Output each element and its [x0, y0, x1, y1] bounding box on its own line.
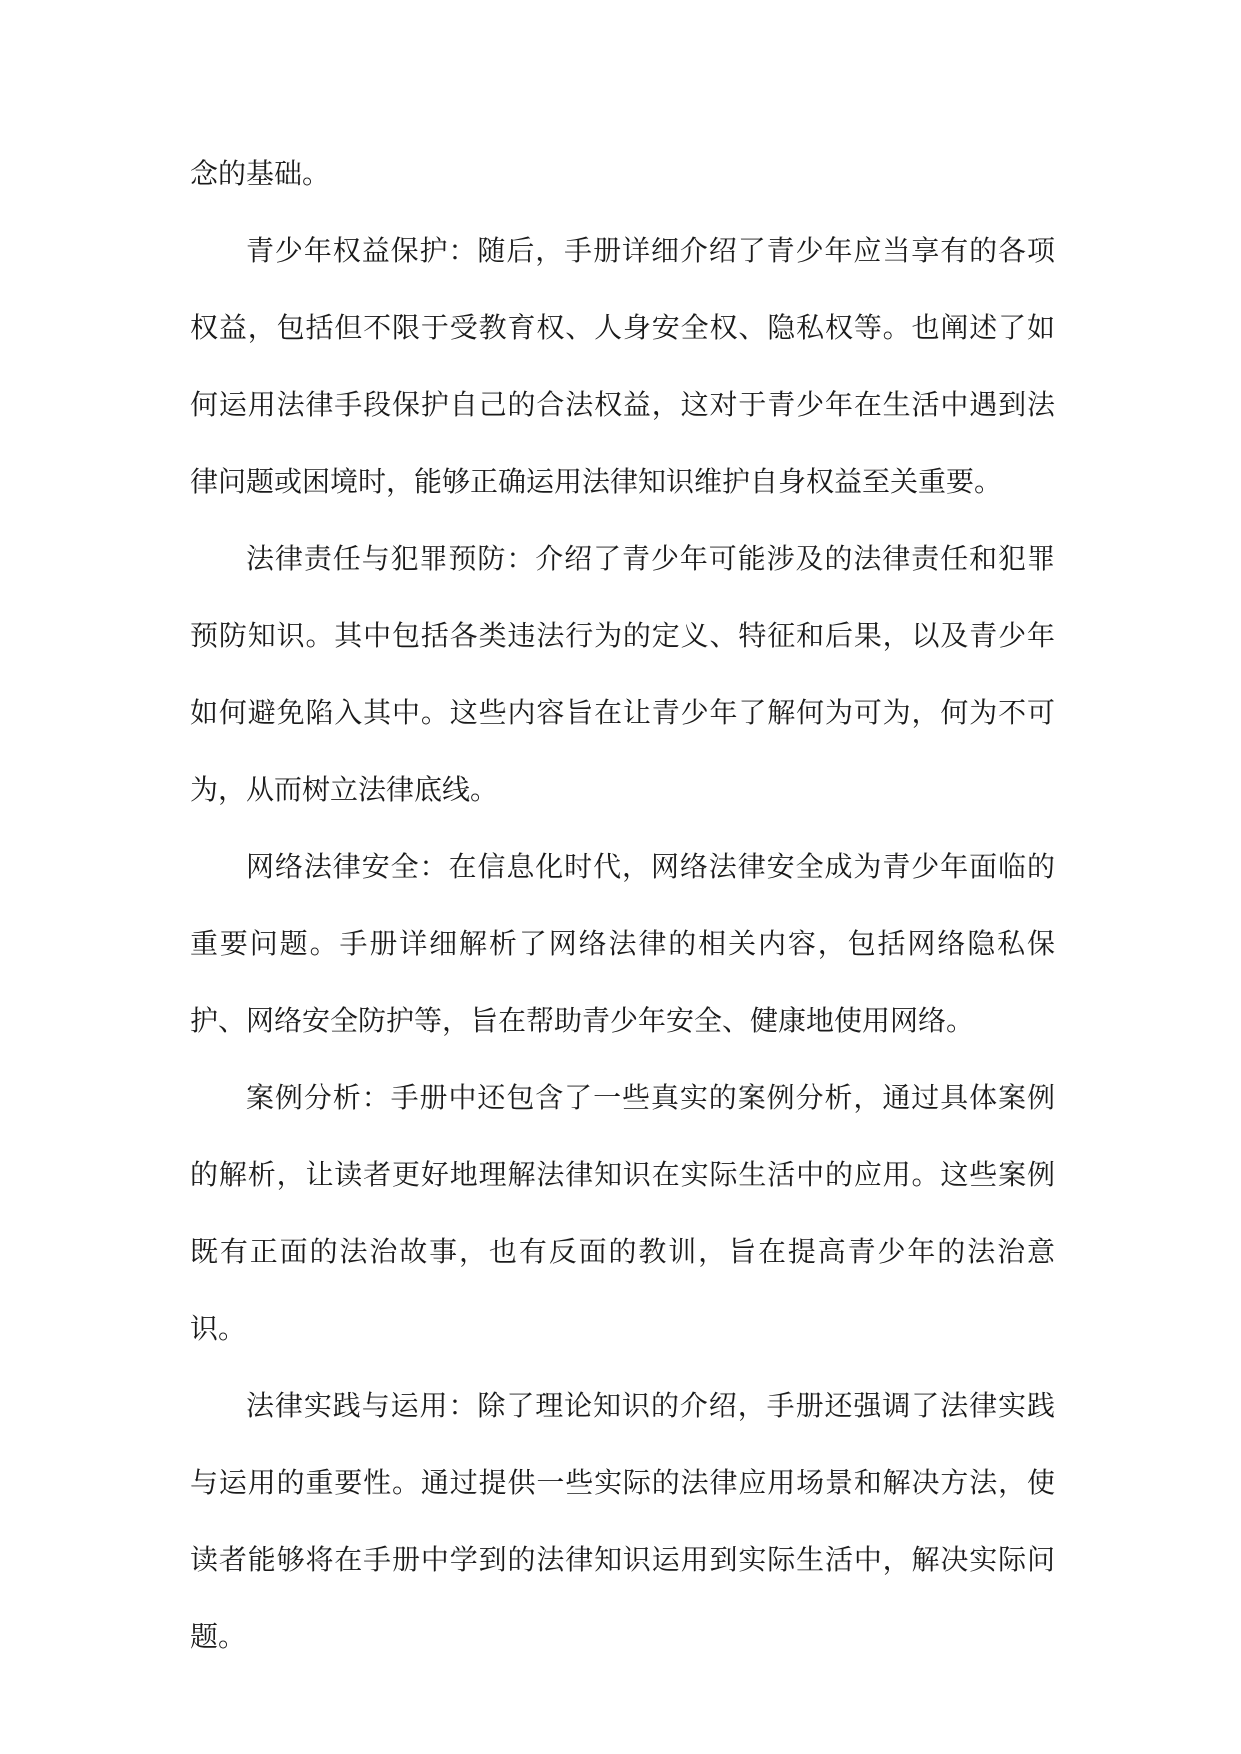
document-body	[190, 135, 1055, 1675]
paragraph-legal-responsibility: 法律责任与犯罪预防：介绍了青少年可能涉及的法律责任和犯罪预防知识。其中包括各类违法行为的定义、特征和后果，以及青少年如何避免陷入其中。这些内容旨在让青少年了解何为可为，何为不可为，从而树立法律底线。	[190, 542, 1055, 806]
paragraph-rights-protection: 青少年权益保护：随后，手册详细介绍了青少年应当享有的各项权益，包括但不限于受教育权、人身安全权、隐私权等。也阐述了如何运用法律手段保护自己的合法权益，这对于青少年在生活中遇到法律问题或困境时，能够正确运用法律知识维护自身权益至关重要。	[190, 234, 1055, 498]
paragraph-continuation: 念的基础。	[190, 157, 331, 190]
paragraph-case-analysis: 案例分析：手册中还包含了一些真实的案例分析，通过具体案例的解析，让读者更好地理解法律知识在实际生活中的应用。这些案例既有正面的法治故事，也有反面的教训，旨在提高青少年的法治意识。	[190, 1081, 1055, 1345]
paragraph-legal-practice: 法律实践与运用：除了理论知识的介绍，手册还强调了法律实践与运用的重要性。通过提供一些实际的法律应用场景和解决方法，使读者能够将在手册中学到的法律知识运用到实际生活中，解决实际问题。	[190, 1389, 1055, 1653]
paragraph-network-safety: 网络法律安全：在信息化时代，网络法律安全成为青少年面临的重要问题。手册详细解析了网络法律的相关内容，包括网络隐私保护、网络安全防护等，旨在帮助青少年安全、健康地使用网络。	[190, 850, 1055, 1037]
